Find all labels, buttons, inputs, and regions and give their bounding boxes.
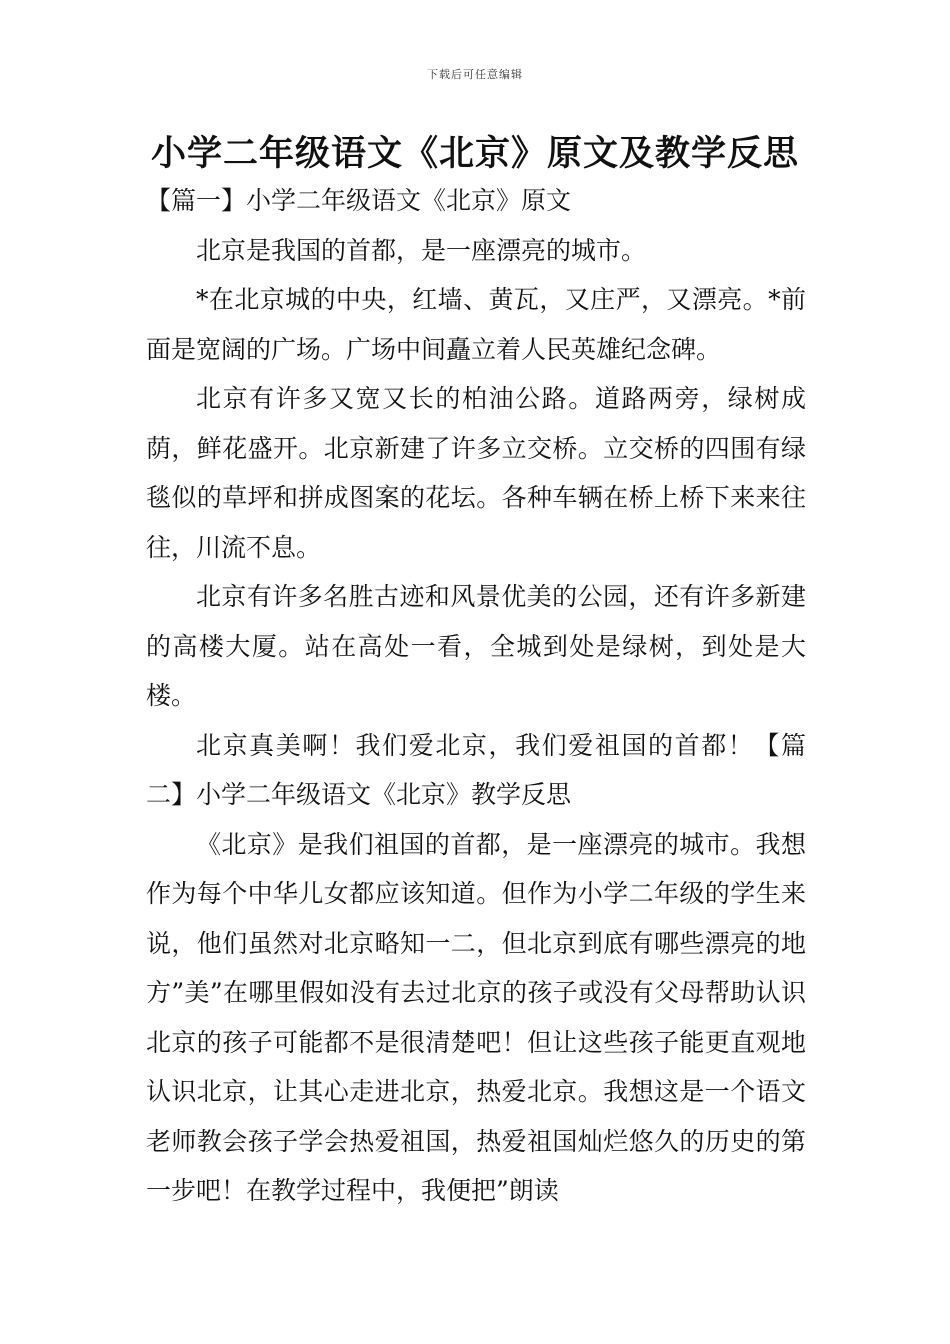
section-heading: 【篇一】小学二年级语文《北京》原文 (146, 186, 572, 215)
document-title: 小学二年级语文《北京》原文及教学反思 (150, 133, 799, 174)
document-body (146, 176, 806, 1216)
paragraph: 北京真美啊！我们爱北京，我们爱祖国的首都！【篇二】小学二年级语文《北京》教学反思 (146, 730, 806, 809)
paragraph: 《北京》是我们祖国的首都，是一座漂亮的城市。我想作为每个中华儿女都应该知道。但作为小学二年级的学生来说，他们虽然对北京略知一二，但北京到底有哪些漂亮的地方”美”在哪里假如没有去过北京的孩子或没有父母帮助认识北京的孩子可能都不是很清楚吧！但让这些孩子能更直观地认识北京，让其心走进北京，热爱北京。我想这是一个语文老师教会孩子学会热爱祖国，热爱祖国灿烂悠久的历史的第一步吧！在教学过程中，我便把”朗读 (146, 829, 806, 1205)
paragraph: 北京有许多又宽又长的柏油公路。道路两旁，绿树成荫，鲜花盛开。北京新建了许多立交桥。立交桥的四围有绿毯似的草坪和拼成图案的花坛。各种车辆在桥上桥下来来往往，川流不息。 (146, 384, 806, 562)
paragraph: 北京是我国的首都，是一座漂亮的城市。 (196, 235, 647, 265)
paragraph: 北京有许多名胜古迹和风景优美的公园，还有许多新建的高楼大厦。站在高处一看，全城到处是绿树，到处是大楼。 (146, 582, 806, 710)
header-note: 下载后可任意编辑 (427, 68, 523, 81)
paragraph: *在北京城的中央，红墙、黄瓦，又庄严，又漂亮。*前面是宽阔的广场。广场中间矗立着人民英雄纪念碑。 (146, 285, 806, 364)
